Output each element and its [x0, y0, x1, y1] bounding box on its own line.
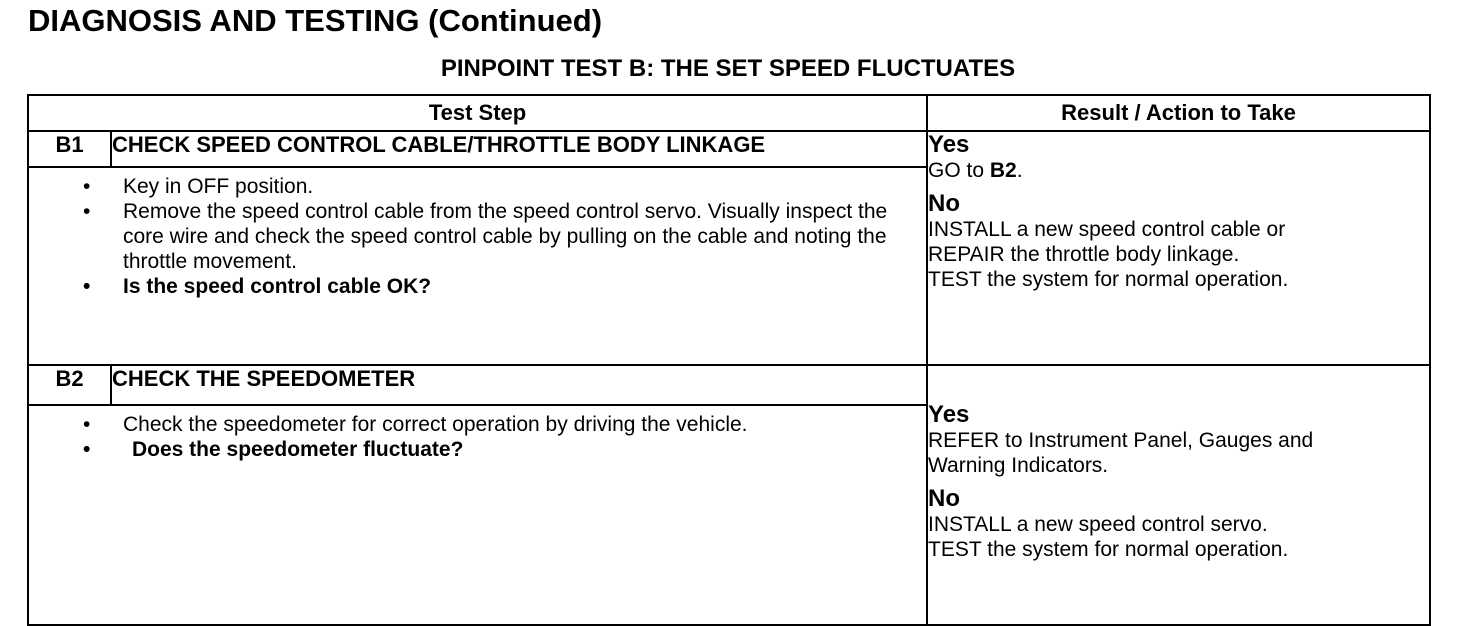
table-header-row [28, 95, 1430, 131]
list-item: • Check the speedometer for correct operation by driving the vehicle. [83, 413, 748, 437]
step-b1-body [28, 167, 927, 365]
step-b2-body [28, 405, 927, 625]
yes-label: Yes [928, 131, 970, 158]
step-question: • Does the speedometer fluctuate? [83, 438, 464, 462]
yes-action: REFER to Instrument Panel, Gauges and Warning Indicators. [928, 429, 1314, 477]
no-action: INSTALL a new speed control cable or REPAIR the throttle body linkage. TEST the system for normal operation. [928, 218, 1289, 291]
no-action: INSTALL a new speed control servo. TEST the system for normal operation. [928, 513, 1289, 561]
step-b1-instructions [29, 168, 926, 299]
step-b2-instructions [29, 406, 926, 462]
result-action-header: Result / Action to Take [927, 95, 1430, 131]
list-item: • Key in OFF position. [83, 175, 314, 198]
step-title: CHECK THE SPEEDOMETER [111, 365, 927, 405]
step-b2-result [927, 365, 1430, 625]
yes-action: GO to B2. [928, 159, 1023, 182]
step-id: B1 [28, 131, 111, 167]
pinpoint-test-title: PINPOINT TEST B: THE SET SPEED FLUCTUATES [440, 55, 1016, 82]
step-question: • Is the speed control cable OK? [83, 275, 432, 298]
no-label: No [928, 190, 961, 217]
step-b1-title-row [28, 131, 1430, 167]
step-b2-title-row [28, 365, 1430, 405]
step-id: B2 [28, 365, 111, 405]
list-item: • Remove the speed control cable from the speed control servo. Visually inspect the core wire and check the speed control cable by pulling on the cable and noting the throttle movement. [83, 200, 888, 273]
test-step-header: Test Step [28, 95, 927, 131]
yes-label: Yes [928, 401, 970, 428]
step-b1-result [927, 131, 1430, 365]
no-label: No [928, 485, 961, 512]
page-title: DIAGNOSIS AND TESTING (Continued) [28, 3, 603, 38]
pinpoint-test-table [27, 94, 1431, 626]
step-title: CHECK SPEED CONTROL CABLE/THROTTLE BODY LINKAGE [111, 131, 927, 167]
